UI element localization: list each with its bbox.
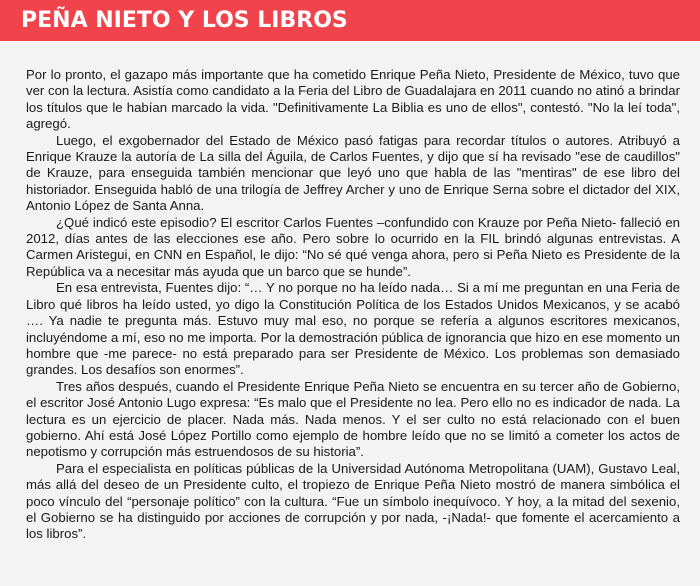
page-title: PEÑA NIETO Y LOS LIBROS (21, 8, 348, 33)
paragraph-3: ¿Qué indicó este episodio? El escritor Carlos Fuentes –confundido con Krauze por Peña Nieto- falleció en 2012, días antes de las elecciones ese año. Pero sobre lo ocurrido en la FIL brindó algunas entrevistas. A Carmen Aristegui, en CNN en Español, le dijo: “No sé qué venga ahora, pero si Peña Nieto es Presidente de la República va a necesitar más ayuda que un barco que se hunde”. (26, 214, 680, 279)
article-body (26, 67, 680, 543)
title-banner (0, 0, 700, 41)
paragraph-5: Tres años después, cuando el Presidente Enrique Peña Nieto se encuentra en su tercer año de Gobierno, el escritor José Antonio Lugo expresa: “Es malo que el Presidente no lea. Pero ello no es indicador de nada. La lectura es un ejercicio de placer. Nada más. Nada menos. Y el ser culto no está relacionado con el buen gobierno. Ahí está José López Portillo como ejemplo de hombre leído que no se limitó a cometer los actos de nepotismo y corrupción más estruendosos de su historia”. (26, 378, 680, 460)
paragraph-1: Por lo pronto, el gazapo más importante que ha cometido Enrique Peña Nieto, Presidente de México, tuvo que ver con la lectura. Asistía como candidato a la Feria del Libro de Guadalajara en 2011 cuando no atinó a brindar los títulos que le habían marcado la vida. "Definitivamente La Biblia es uno de ellos", contestó. "No la leí toda", agregó. (26, 67, 680, 132)
paragraph-2: Luego, el exgobernador del Estado de México pasó fatigas para recordar títulos o autores. Atribuyó a Enrique Krauze la autoría de La silla del Águila, de Carlos Fuentes, y dijo que sí ha revisado "ese de caudillos" de Krauze, para enseguida también mencionar que leyó uno que habla de las "mentiras" de ese libro del historiador. Enseguida habló de una trilogía de Jeffrey Archer y uno de Enrique Serna sobre el dictador del XIX, Antonio López de Santa Anna. (26, 132, 680, 214)
paragraph-6: Para el especialista en políticas públicas de la Universidad Autónoma Metropolitana (UAM), Gustavo Leal, más allá del deseo de un Presidente culto, el tropiezo de Enrique Peña Nieto mostró de manera simbólica el poco vínculo del “personaje político” con la cultura. “Fue un símbolo inequívoco. Y hoy, a la mitad del sexenio, el Gobierno se ha distinguido por acciones de corrupción y por nada, -¡Nada!- que fomente el acercamiento a los libros”. (26, 460, 680, 542)
paragraph-4: En esa entrevista, Fuentes dijo: “… Y no porque no ha leído nada… Si a mí me preguntan en una Feria de Libro qué libros ha leído usted, yo digo la Constitución Política de los Estados Unidos Mexicanos, y se acabó …. Ya nadie te pregunta más. Estuvo muy mal eso, no porque se refería a algunos escritores mexicanos, incluyéndome a mí, eso no me importa. Por la demostración pública de ignorancia que hizo en ese momento un hombre que -me parece- no está preparado para ser Presidente de México. Los problemas son demasiado grandes. Los desafíos son enormes”. (26, 280, 680, 378)
